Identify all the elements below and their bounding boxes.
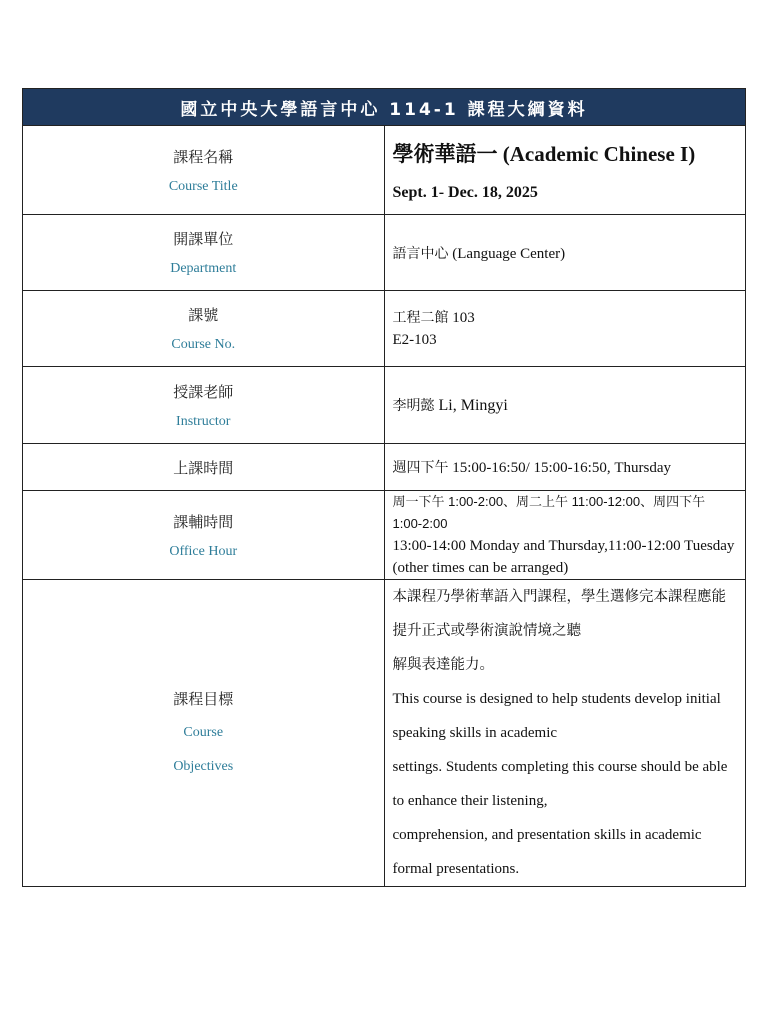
course-title-label xyxy=(23,126,385,215)
class-time-label xyxy=(23,444,385,491)
course-room xyxy=(393,307,738,329)
label-en: Office Hour xyxy=(169,543,238,559)
department-label xyxy=(23,215,385,291)
objectives-en-line-2: settings. Students completing this course should be able to enhance their listening, xyxy=(392,759,728,809)
label-en-1: Course xyxy=(183,725,224,740)
course-code: E2-103 xyxy=(392,331,437,348)
course-no-value xyxy=(384,291,746,367)
label-zh: 課程目標 xyxy=(173,690,234,708)
course-name xyxy=(393,138,738,168)
room-number: 103 xyxy=(452,309,475,326)
class-time-zh: 週四下午 xyxy=(392,460,449,476)
class-time-row xyxy=(23,444,746,491)
objectives-zh-line-2: 解與表達能力。 xyxy=(392,657,494,673)
instructor-name-en: Li, Mingyi xyxy=(438,397,508,414)
instructor-value xyxy=(384,367,746,444)
office-hour-label xyxy=(23,491,385,580)
course-no-label xyxy=(23,291,385,367)
label-en: Instructor xyxy=(176,413,231,429)
label-zh: 課程名稱 xyxy=(173,147,234,166)
table-title: 國立中央大學語言中心 114-1 課程大綱資料 xyxy=(23,89,746,126)
instructor-row xyxy=(23,367,746,444)
label-en: Department xyxy=(170,261,237,276)
label-zh: 課號 xyxy=(188,306,219,324)
objectives-value xyxy=(384,580,746,887)
objectives-zh-line-1: 本課程乃學術華語入門課程，學生選修完本課程應能提升正式或學術演說情境之聽 xyxy=(392,589,726,639)
course-title-row xyxy=(23,126,746,215)
label-zh: 授課老師 xyxy=(173,382,234,401)
office-hour-row xyxy=(23,491,746,580)
class-time-en: 15:00-16:50/ 15:00-16:50, Thursday xyxy=(452,460,671,476)
label-en: Course No. xyxy=(171,337,236,352)
objectives-row xyxy=(23,580,746,887)
instructor-name-zh: 李明懿 xyxy=(392,398,435,414)
label-zh: 課輔時間 xyxy=(173,512,234,531)
objectives-en-line-3: comprehension, and presentation skills in academic formal presentations. xyxy=(392,827,702,877)
department-zh: 語言中心 xyxy=(392,245,449,262)
objectives-label xyxy=(23,580,385,887)
syllabus-table xyxy=(22,88,746,887)
course-name-zh: 學術華語一 xyxy=(392,142,498,166)
course-name-en: (Academic Chinese I) xyxy=(502,142,696,166)
room-building: 工程二館 xyxy=(392,309,449,326)
office-hour-en: 13:00-14:00 Monday and Thursday,11:00-12:00 Tuesday (other times can be arranged) xyxy=(392,538,735,576)
label-en: Course Title xyxy=(168,178,238,194)
label-en-2: Objectives xyxy=(173,759,234,774)
course-dates: Sept. 1- Dec. 18, 2025 xyxy=(392,184,538,201)
instructor-label xyxy=(23,367,385,444)
office-hour-value xyxy=(384,491,746,580)
course-no-row xyxy=(23,291,746,367)
office-hour-zh: 周一下午 1:00-2:00、周二上午 11:00-12:00、周四下午 1:00-2:00 xyxy=(392,494,706,531)
header-row xyxy=(23,89,746,126)
objectives-en-line-1: This course is designed to help students develop initial speaking skills in academic xyxy=(392,691,721,741)
department-row xyxy=(23,215,746,291)
label-zh: 開課單位 xyxy=(173,230,234,248)
class-time-value xyxy=(384,444,746,491)
department-value xyxy=(384,215,746,291)
course-title-value xyxy=(384,126,746,215)
label-zh: 上課時間 xyxy=(173,458,234,477)
department-en: (Language Center) xyxy=(452,245,566,262)
